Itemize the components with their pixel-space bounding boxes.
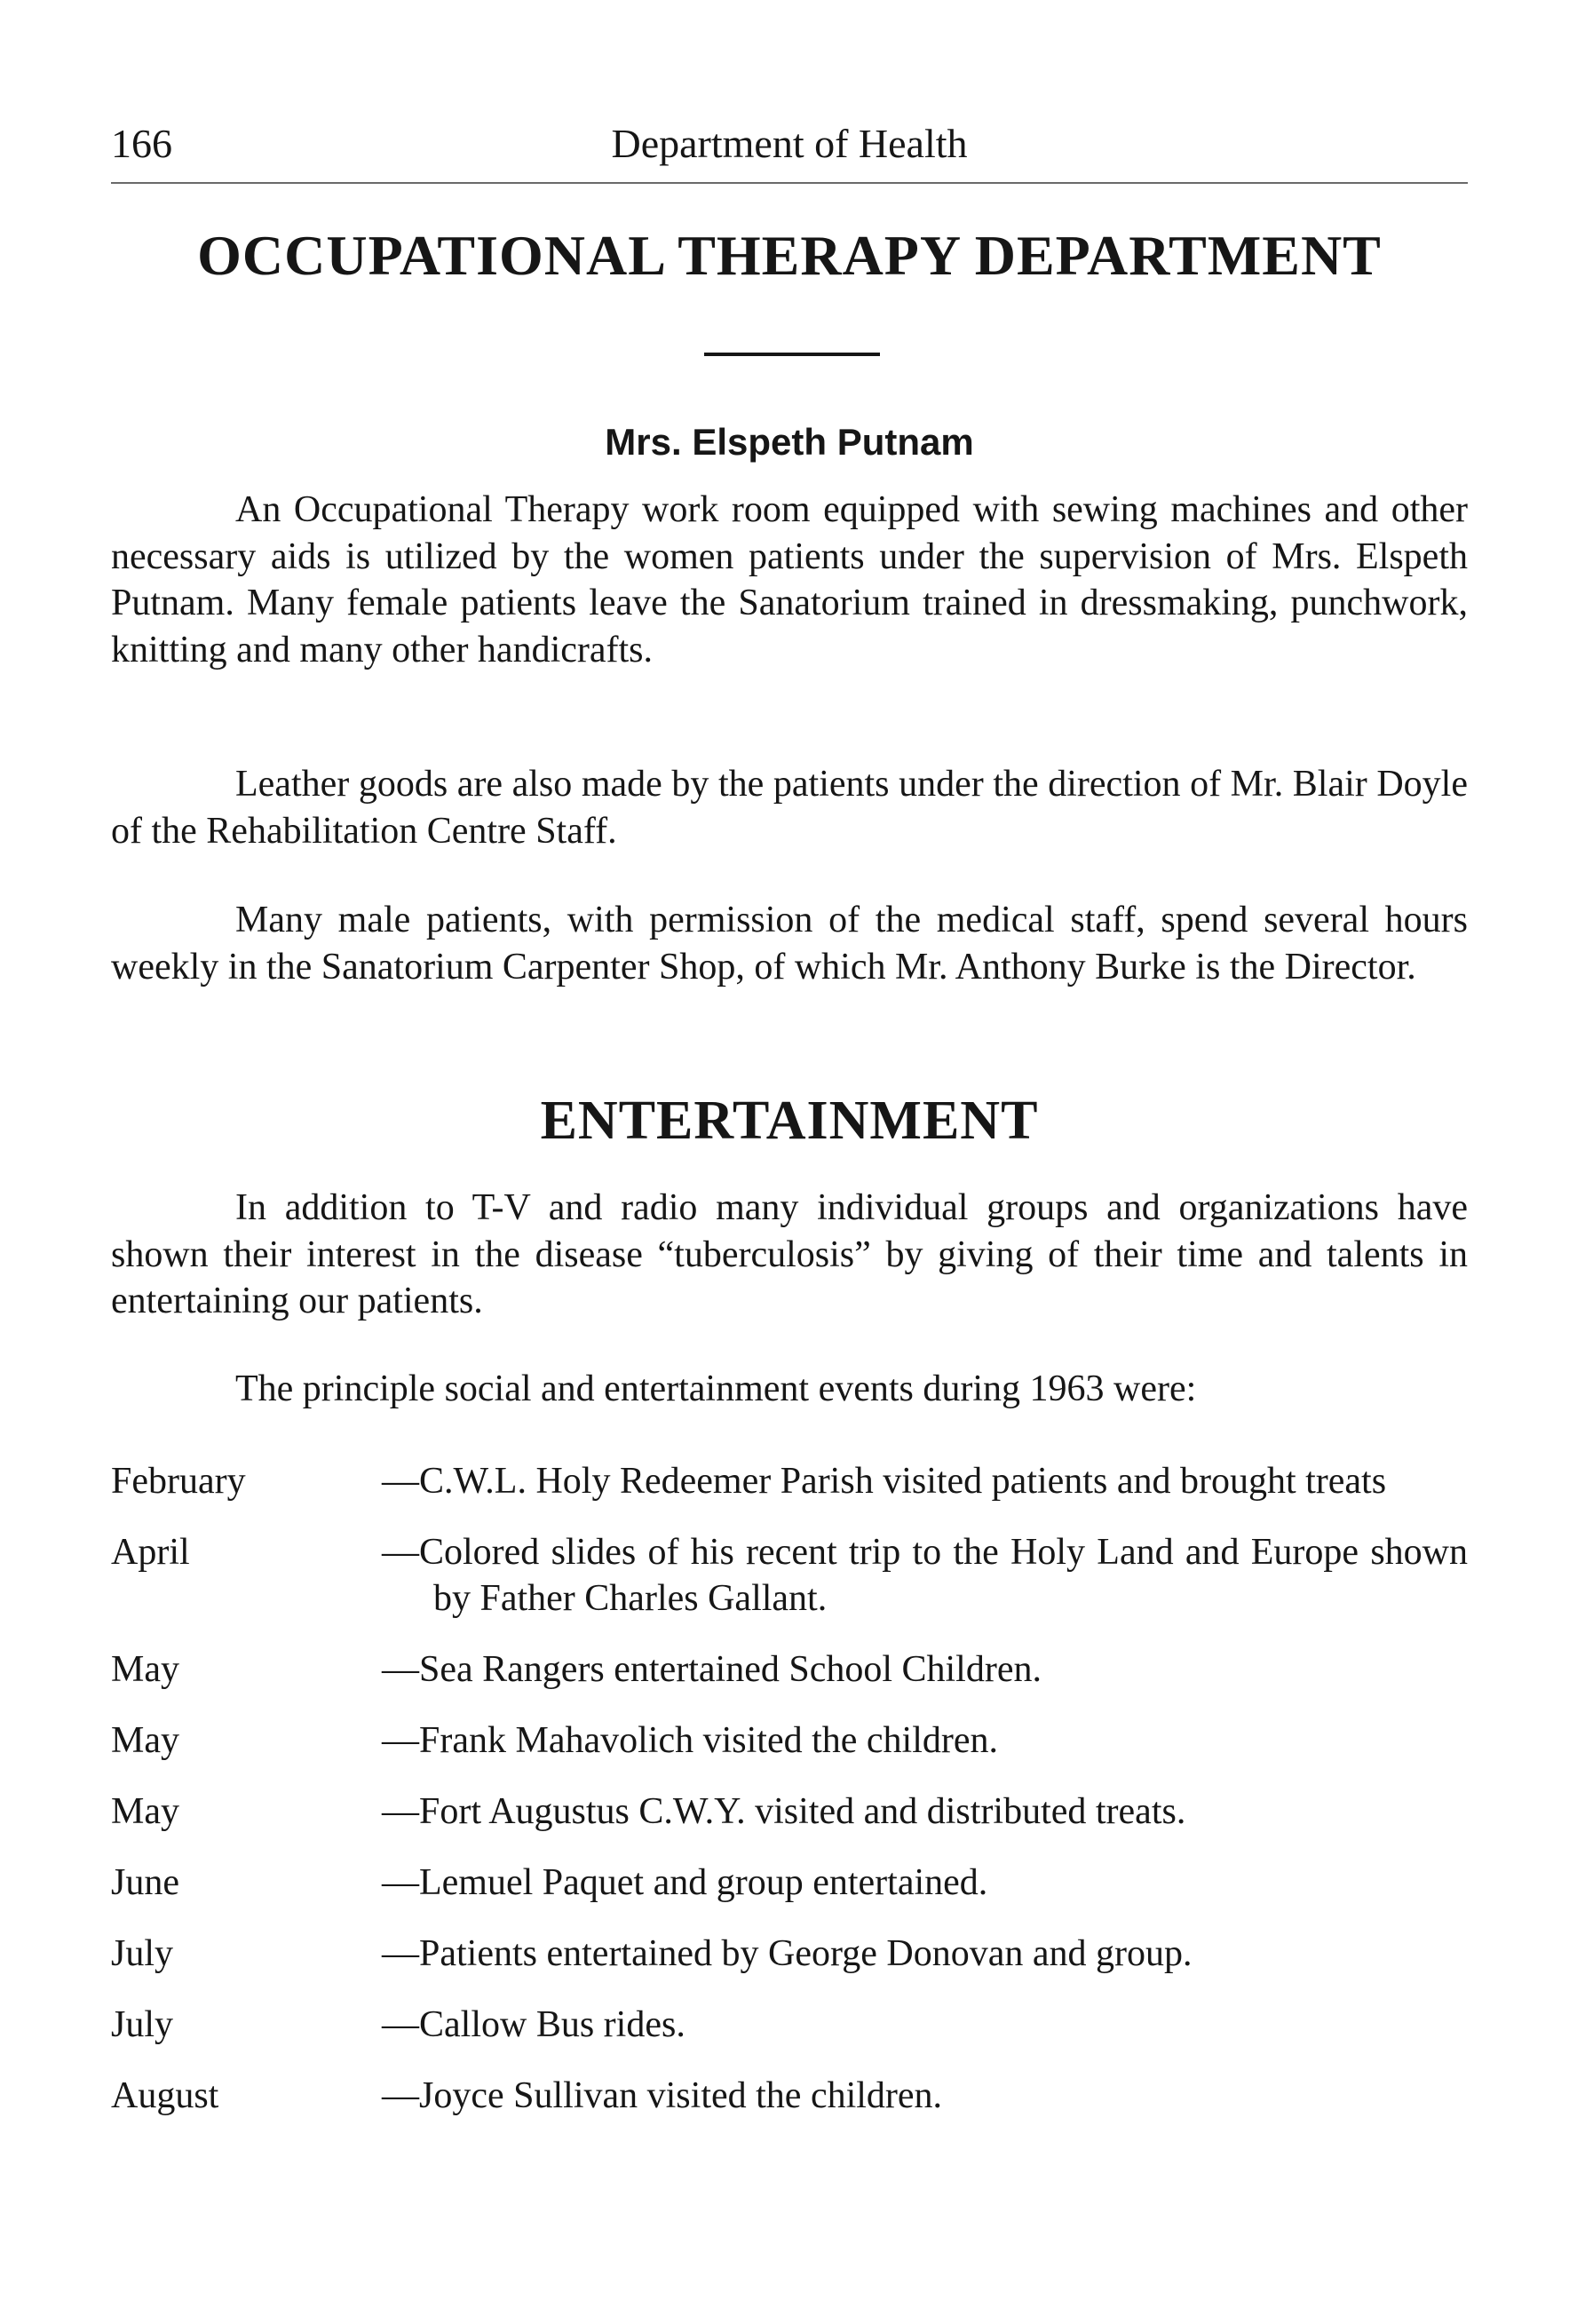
event-item — [111, 1458, 1468, 1504]
event-description: —Fort Augustus C.W.Y. visited and distributed treats. — [382, 1791, 1186, 1832]
event-description: —Callow Bus rides. — [382, 2004, 685, 2045]
event-month: May — [111, 1720, 179, 1761]
event-item — [111, 1646, 1468, 1693]
events-list — [111, 1458, 1468, 2144]
section-heading-occupational-therapy: OCCUPATIONAL THERAPY DEPARTMENT — [197, 224, 1382, 287]
event-description: —C.W.L. Holy Redeemer Parish visited patients and brought treats — [382, 1461, 1387, 1502]
event-item — [111, 1789, 1468, 1835]
running-title: Department of Health — [611, 121, 968, 166]
event-month: May — [111, 1791, 179, 1832]
event-month: July — [111, 2004, 174, 2045]
paragraph-carpenter-shop: Many male patients, with permission of the medical staff, spend several hours weekly in the Sanatorium Carpenter Shop, of which Mr. Anthony Burke is the Director. — [111, 900, 1468, 988]
event-description: —Lemuel Paquet and group entertained. — [382, 1862, 988, 1903]
event-month: June — [111, 1862, 179, 1903]
header-rule — [111, 182, 1468, 184]
event-item — [111, 1529, 1468, 1622]
byline: Mrs. Elspeth Putnam — [605, 421, 974, 463]
paragraph-work-room: An Occupational Therapy work room equipped with sewing machines and other necessary aids is utilized by the women patients under the supervision of Mrs. Elspeth Putnam. Many female patients leave the Sanatorium trained in dressmaking, punchwork, knitting and many other handicrafts. — [111, 489, 1468, 670]
event-description: —Joyce Sullivan visited the children. — [382, 2075, 943, 2116]
section-heading-entertainment: ENTERTAINMENT — [540, 1091, 1039, 1151]
event-month: April — [111, 1532, 190, 1573]
event-item — [111, 2073, 1468, 2119]
event-item — [111, 1717, 1468, 1764]
paragraph-events-intro: The principle social and entertainment events during 1963 were: — [235, 1368, 1197, 1409]
page-number: 166 — [111, 121, 172, 166]
event-description: —Sea Rangers entertained School Children. — [382, 1649, 1042, 1690]
event-month: May — [111, 1649, 179, 1690]
paragraph-entertainment-intro: In addition to T-V and radio many individual groups and organizations have shown their interest in the disease “tuberculosis” by giving of their time and talents in entertaining our patients. — [111, 1187, 1468, 1321]
event-description: —Frank Mahavolich visited the children. — [382, 1720, 999, 1761]
running-head — [111, 117, 1468, 171]
event-description: —Patients entertained by George Donovan and group. — [382, 1933, 1193, 1974]
event-month: August — [111, 2075, 219, 2116]
event-item — [111, 2002, 1468, 2048]
event-description: —Colored slides of his recent trip to the Holy Land and Europe shown by Father Charles Gallant. — [382, 1532, 1468, 1619]
heading-divider — [704, 353, 880, 356]
event-item — [111, 1860, 1468, 1906]
event-month: July — [111, 1933, 174, 1974]
paragraph-leather-goods: Leather goods are also made by the patients under the direction of Mr. Blair Doyle of the Rehabilitation Centre Staff. — [111, 764, 1468, 852]
event-item — [111, 1931, 1468, 1977]
event-month: February — [111, 1461, 246, 1502]
